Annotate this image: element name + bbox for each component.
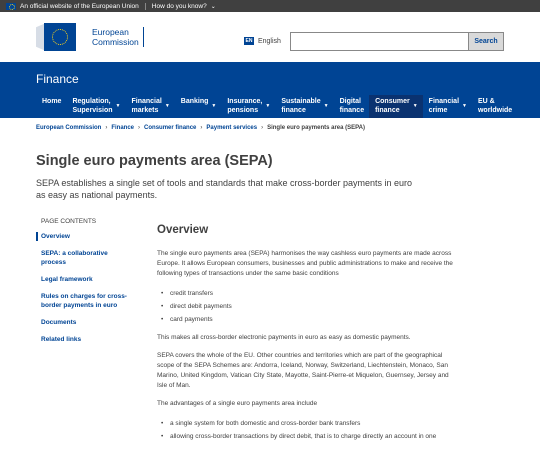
toc-link-rules-on-charges[interactable]: Rules on charges for cross- border payments in euro xyxy=(41,293,127,309)
main-content xyxy=(157,224,457,450)
search-button[interactable]: Search xyxy=(468,32,504,51)
chevron-right-icon: › xyxy=(200,125,203,131)
list-item: • direct debit payments xyxy=(157,300,457,313)
breadcrumb-link[interactable]: Consumer finance xyxy=(144,125,197,131)
nav-label: Sustainable xyxy=(281,98,321,105)
nav-label: Regulation, xyxy=(72,98,111,105)
nav-label: Banking xyxy=(180,98,209,105)
toc-link-overview[interactable]: Overview xyxy=(36,232,136,241)
site-title[interactable]: Finance xyxy=(36,72,79,86)
advantages-list xyxy=(157,417,457,443)
language-code-icon: EN xyxy=(245,38,253,44)
nav-label: finance xyxy=(339,107,365,114)
site-banner xyxy=(0,62,540,118)
paragraph: The advantages of a single euro payments area include xyxy=(157,400,318,407)
eu-official-bar xyxy=(0,0,540,12)
toc-link-legal-framework[interactable]: Legal framework xyxy=(41,276,93,283)
nav-banking[interactable] xyxy=(175,95,222,118)
nav-label: Supervision xyxy=(72,107,113,114)
chevron-right-icon: › xyxy=(138,125,141,131)
chevron-right-icon: › xyxy=(261,125,264,131)
nav-digital-finance[interactable] xyxy=(334,95,370,118)
list-item: • card payments xyxy=(157,313,457,326)
breadcrumb-link[interactable]: Payment services xyxy=(206,125,258,131)
toc-link-documents[interactable]: Documents xyxy=(41,319,77,326)
paragraph: The single euro payments area (SEPA) harmonises the way cashless euro payments are made across Europe. It allows European consumers, businesses and public administrations to make and receive the following types of transactions under the same basic conditions xyxy=(157,250,453,277)
nav-label: EU & xyxy=(477,98,495,105)
breadcrumb-current: Single euro payments area (SEPA) xyxy=(267,125,366,131)
language-selector[interactable] xyxy=(244,37,281,45)
list-item: • a single system for both domestic and cross-border bank transfers xyxy=(157,417,457,430)
chevron-down-icon: ▼ xyxy=(115,103,121,109)
section-heading: Overview xyxy=(157,224,209,236)
chevron-down-icon: ▼ xyxy=(211,103,217,109)
chevron-down-icon[interactable]: ⌄ xyxy=(210,3,216,10)
nav-home[interactable] xyxy=(36,95,66,118)
logo-text xyxy=(92,27,144,47)
nav-financial-crime[interactable] xyxy=(423,95,472,118)
how-do-you-know-link[interactable]: How do you know? xyxy=(151,2,207,10)
nav-insurance[interactable] xyxy=(221,95,275,118)
nav-label: pensions xyxy=(227,107,259,114)
logo-line-2: Commission xyxy=(92,37,139,47)
page-contents-nav xyxy=(36,218,136,352)
ec-flag-icon xyxy=(36,23,76,51)
page-contents-title: PAGE CONTENTS xyxy=(41,218,97,225)
nav-label: finance xyxy=(281,107,306,114)
chevron-down-icon: ▼ xyxy=(164,103,170,109)
nav-label: crime xyxy=(428,107,448,114)
nav-financial-markets[interactable] xyxy=(125,95,174,118)
nav-label: Financial xyxy=(131,98,162,105)
main-nav xyxy=(36,95,517,118)
page-intro: SEPA establishes a single set of tools and standards that make cross-border payments in euro as easy as national payments. xyxy=(36,178,413,200)
breadcrumb xyxy=(36,125,365,131)
nav-label: markets xyxy=(131,107,159,114)
transaction-types-list xyxy=(157,287,457,326)
nav-sustainable-finance[interactable] xyxy=(275,95,333,118)
search-input[interactable] xyxy=(290,32,468,51)
page-title: Single euro payments area (SEPA) xyxy=(36,153,273,169)
chevron-down-icon: ▼ xyxy=(462,103,467,109)
chevron-down-icon: ▼ xyxy=(323,103,329,109)
toc-link-collaborative-process[interactable]: SEPA: a collaborative process xyxy=(41,250,108,266)
list-item: • credit transfers xyxy=(157,287,457,300)
nav-label: Digital xyxy=(339,98,361,105)
chevron-right-icon: › xyxy=(105,125,108,131)
nav-label: Consumer xyxy=(375,98,410,105)
nav-label: Financial xyxy=(428,98,460,105)
site-header xyxy=(0,12,540,62)
nav-label: Insurance, xyxy=(227,98,263,105)
toc-link-related-links[interactable]: Related links xyxy=(41,336,82,343)
nav-regulation[interactable] xyxy=(66,95,125,118)
search-form xyxy=(290,32,504,51)
nav-eu-worldwide[interactable] xyxy=(472,95,517,118)
language-label: English xyxy=(257,37,281,45)
breadcrumb-link[interactable]: Finance xyxy=(111,125,135,131)
chevron-down-icon: ▼ xyxy=(265,103,271,109)
paragraph: This makes all cross-border electronic payments in euro as easy as domestic payments. xyxy=(157,334,411,341)
nav-label: finance xyxy=(375,107,400,114)
nav-consumer-finance[interactable] xyxy=(369,95,423,118)
divider xyxy=(145,3,146,10)
list-item: • allowing cross-border transactions by direct debit, that is to charge directly an account in one xyxy=(157,430,457,443)
eu-flag-icon xyxy=(6,3,16,10)
european-commission-logo[interactable] xyxy=(36,22,144,52)
eu-official-text: An official website of the European Union xyxy=(20,2,139,10)
chevron-down-icon: ▼ xyxy=(412,103,418,109)
breadcrumb-link[interactable]: European Commission xyxy=(36,125,102,131)
nav-label: Home xyxy=(42,98,62,105)
nav-label: worldwide xyxy=(477,107,513,114)
paragraph: SEPA covers the whole of the EU. Other countries and territories which are part of the geographical scope of the SEPA Schemes are: Andorra, Iceland, Norway, Switzerland, Liechtenstein, Monaco, San Marino, United Kingdom, Vatican City State, Mayotte, Saint-Pierre-et Miquelon, Guernsey, Jersey and Isle of Man. xyxy=(157,352,449,389)
logo-line-1: European xyxy=(92,27,129,37)
